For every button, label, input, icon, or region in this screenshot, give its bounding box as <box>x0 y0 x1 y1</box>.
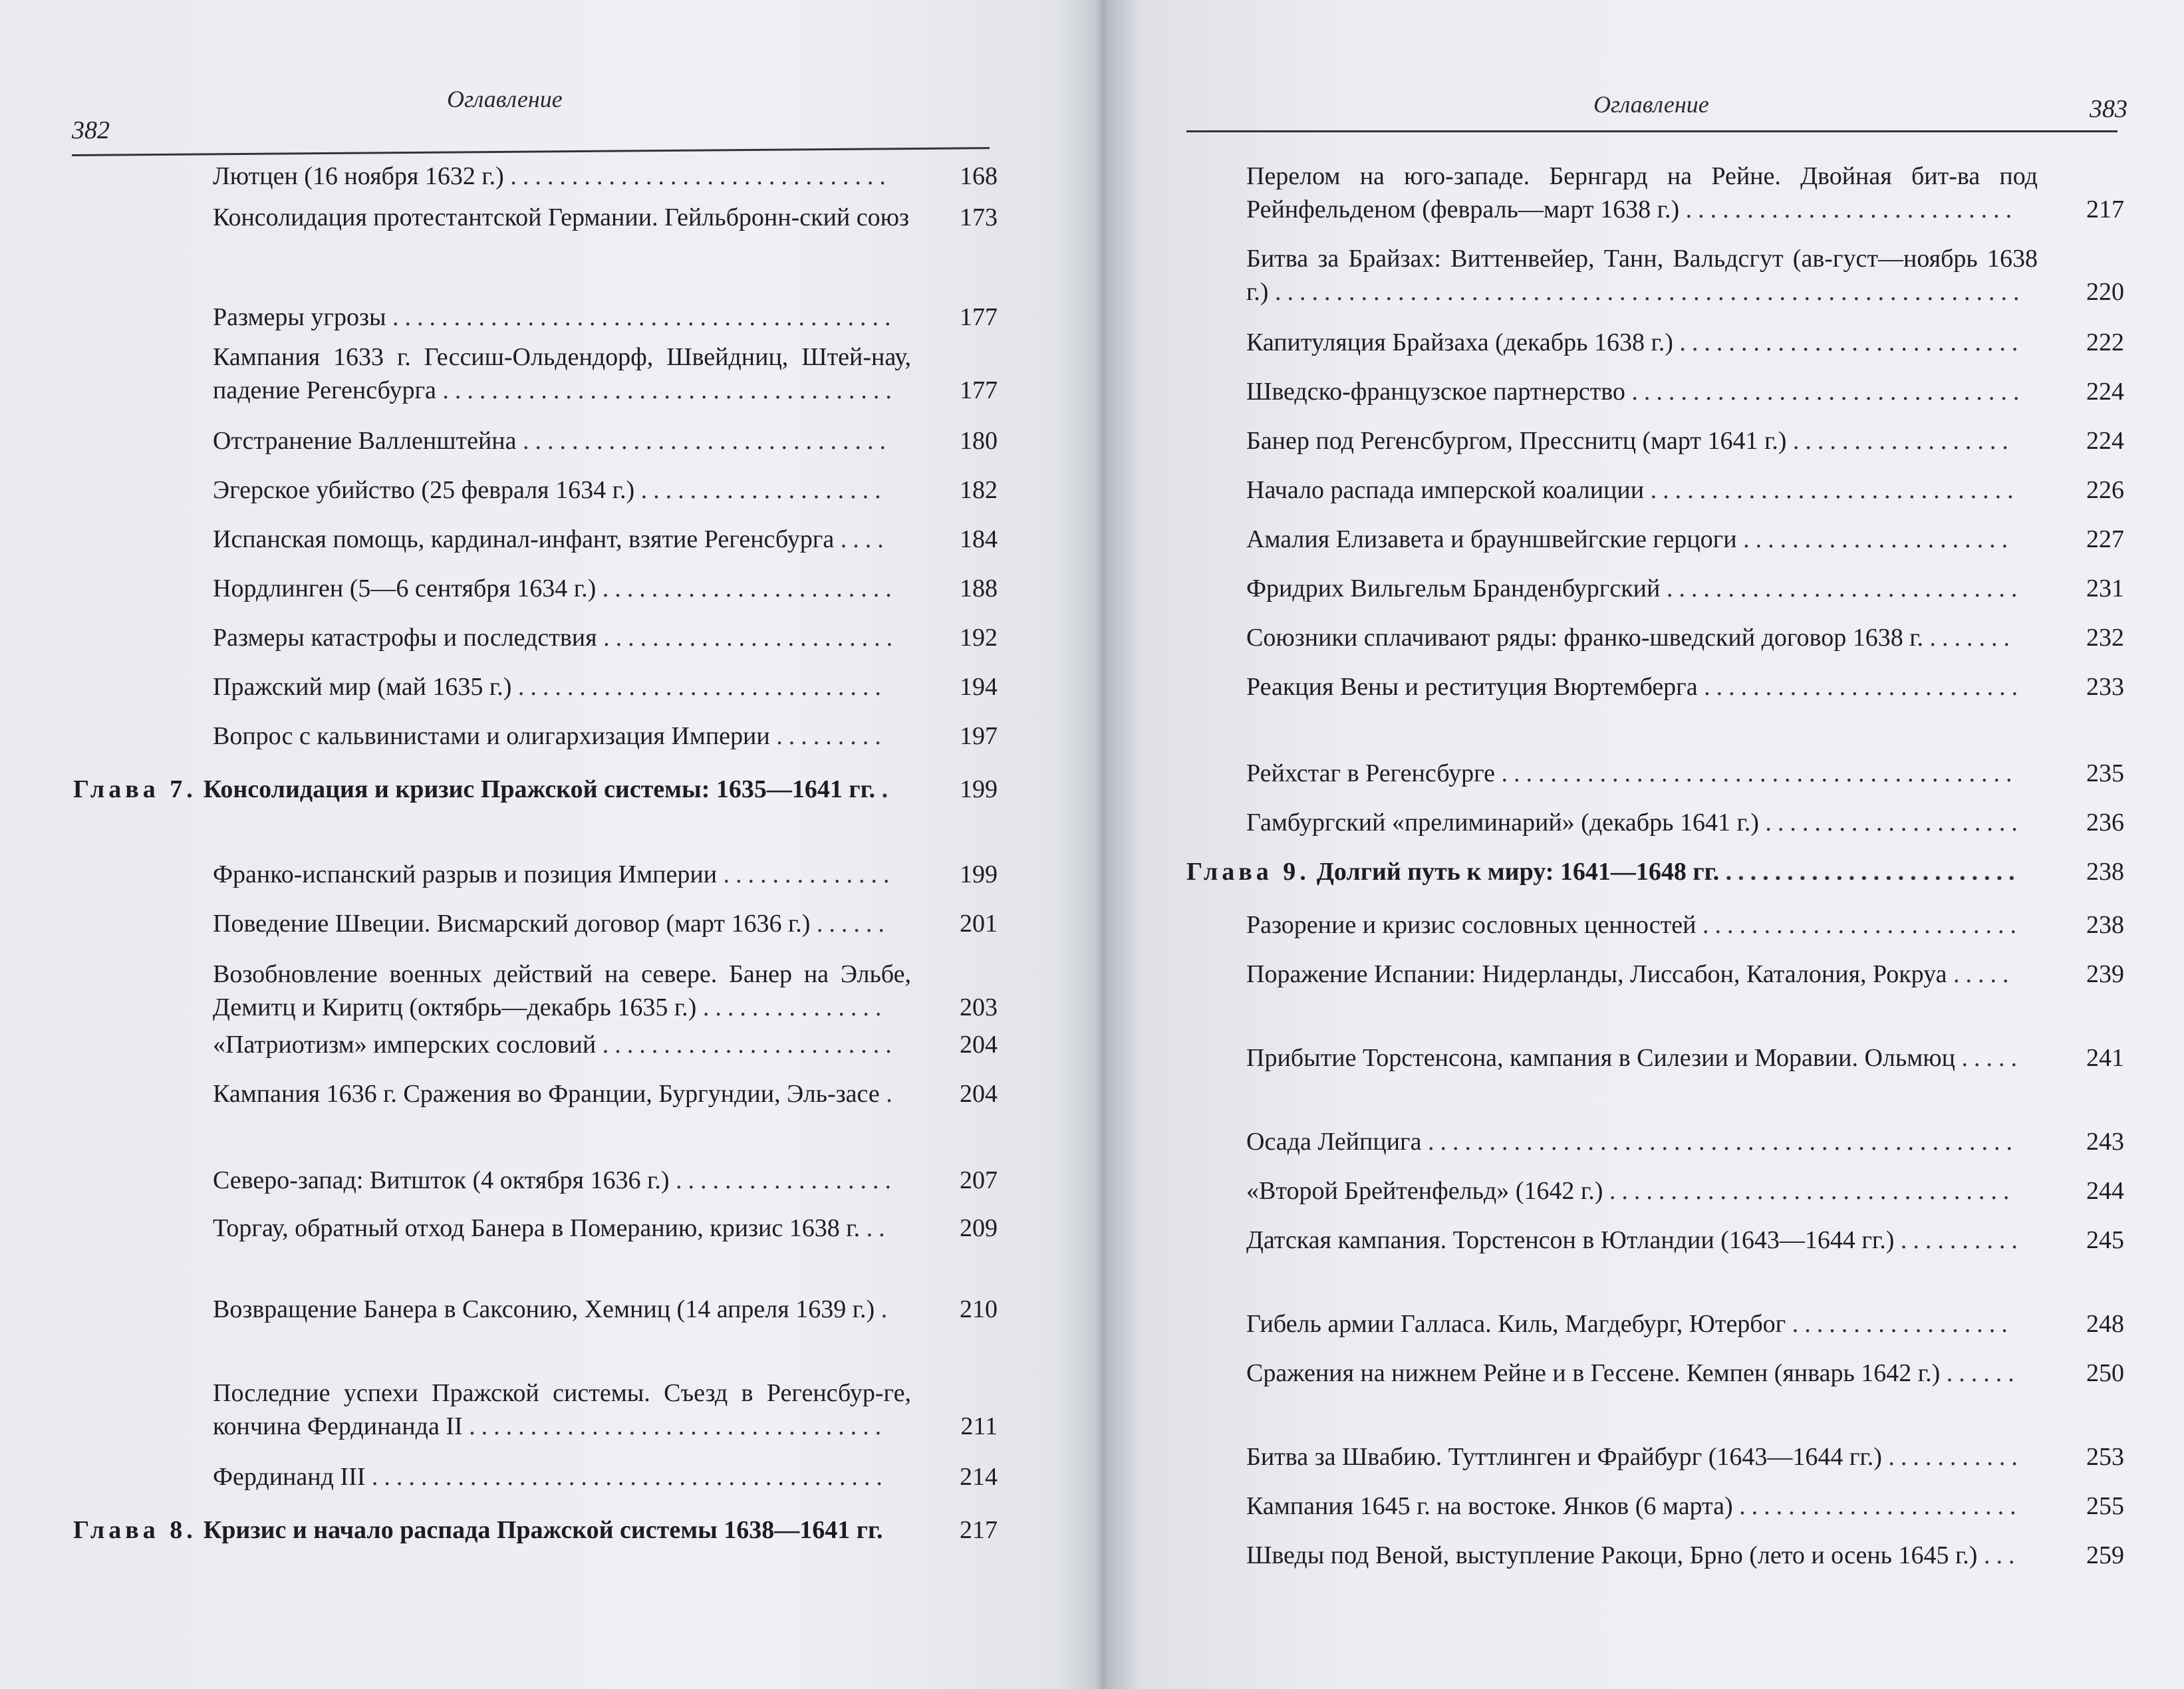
toc-entry <box>1246 1125 2124 1158</box>
toc-entry-title: Фридрих Вильгельм Бранденбургский <box>1246 575 1661 602</box>
toc-entry <box>213 1077 998 1110</box>
toc-page-number: 236 <box>2086 809 2124 837</box>
toc-page-number: 259 <box>2086 1541 2124 1569</box>
toc-entry-title: Шведы под Веной, выступление Ракоци, Брно (лето и осень 1645 г.) <box>1246 1541 1978 1569</box>
leader-dots: ............................... <box>510 162 892 190</box>
toc-page-number: 209 <box>960 1214 998 1242</box>
toc-entry-text-wrap <box>1246 242 2124 309</box>
leader-dots: ........................ <box>1725 858 2021 886</box>
toc-entry-title: Кризис и начало распада Пражской системы 1638—1641 гг. <box>203 1516 883 1544</box>
toc-entry-text-wrap <box>1246 806 2124 839</box>
toc-entry-text-wrap <box>1246 1440 2124 1474</box>
toc-entry-text-wrap <box>1246 670 2124 704</box>
toc-entry-text-wrap <box>1246 326 2124 359</box>
toc-entry <box>213 1164 998 1197</box>
toc-page-number: 184 <box>960 525 998 553</box>
toc-entry-title: Кампания 1636 г. Сражения во Франции, Бургундии, Эль-засе <box>213 1080 880 1108</box>
toc-page-number: 173 <box>960 203 998 231</box>
toc-entry-text-wrap <box>1246 424 2124 457</box>
toc-page-number: 180 <box>960 427 998 455</box>
leader-dots: ................................................ <box>1428 1128 2019 1156</box>
toc-entry <box>213 473 998 507</box>
toc-entry-text-wrap <box>1246 160 2124 226</box>
toc-page-number: 255 <box>2086 1492 2124 1520</box>
toc-page-number: 248 <box>2086 1310 2124 1338</box>
toc-entry-title: Размеры угрозы <box>213 303 386 331</box>
toc-entry-text-wrap <box>73 773 998 806</box>
toc-entry-text-wrap <box>1246 572 2124 605</box>
toc-entry-title: Банер под Регенсбургом, Пресснитц (март 1641 г.) <box>1246 427 1787 455</box>
toc-entry-text-wrap <box>213 424 998 457</box>
leader-dots: .................. <box>675 1166 897 1194</box>
toc-entry-title: Поведение Швеции. Висмарский договор (март 1636 г.) <box>213 910 811 938</box>
leader-dots: ..... <box>1961 1044 2023 1072</box>
toc-chapter-heading <box>1186 855 2124 888</box>
toc-page-number: 238 <box>2086 858 2124 886</box>
leader-dots: .............. <box>723 860 896 888</box>
toc-page-number: 232 <box>2086 624 2124 652</box>
toc-entry-title: Отстранение Валленштейна <box>213 427 517 455</box>
toc-page-number: 210 <box>960 1295 998 1323</box>
leader-dots: ......... <box>776 722 887 750</box>
toc-page-number: 243 <box>2086 1128 2124 1156</box>
leader-dots: ................................. <box>1609 1177 2016 1205</box>
toc-page-number: 224 <box>2086 427 2124 455</box>
toc-page-number: 192 <box>960 624 998 652</box>
toc-entry <box>213 1212 998 1245</box>
toc-page-number: 220 <box>2086 278 2124 306</box>
toc-page-number: 214 <box>960 1463 998 1491</box>
toc-page-number: 177 <box>960 376 998 404</box>
toc-entry-title: Кампания 1645 г. на востоке. Янков (6 марта) <box>1246 1492 1733 1520</box>
toc-entry <box>1246 242 2124 309</box>
chapter-label: Глава 9. <box>1186 858 1310 886</box>
toc-page-number: 226 <box>2086 476 2124 504</box>
leader-dots: .................... <box>640 476 887 504</box>
toc-entry <box>213 858 998 891</box>
toc-entry-text-wrap <box>213 160 998 193</box>
toc-entry <box>213 424 998 457</box>
toc-entry-text-wrap <box>1246 1174 2124 1208</box>
toc-entry <box>213 958 998 1024</box>
toc-entry <box>1246 1440 2124 1474</box>
toc-entry-text-wrap <box>1246 1224 2124 1257</box>
toc-entry-title: Сражения на нижнем Рейне и в Гессене. Кемпен (январь 1642 г.) <box>1246 1359 1941 1387</box>
toc-entry-text-wrap <box>1246 958 2124 991</box>
toc-entry-title: Гамбургский «прелиминарий» (декабрь 1641 г.) <box>1246 809 1759 837</box>
toc-entry-text-wrap <box>213 301 998 334</box>
toc-entry <box>213 907 998 940</box>
leader-dots: ........................ <box>603 624 899 652</box>
toc-entry <box>213 719 998 753</box>
toc-page-number: 227 <box>2086 525 2124 553</box>
toc-entry-title: Рейхстаг в Регенсбурге <box>1246 759 1496 787</box>
leader-dots: ........................... <box>1685 195 2018 223</box>
toc-entry <box>213 1460 998 1494</box>
toc-entry-title: Битва за Брайзах: Виттенвейер, Танн, Вальдсгут (ав-густ—ноябрь 1638 г.) <box>1246 245 2038 306</box>
toc-entry-text-wrap <box>1246 1125 2124 1158</box>
toc-entry-title: Испанская помощь, кардинал-инфант, взятие Регенсбурга <box>213 525 835 553</box>
toc-entry-text-wrap <box>1246 1307 2124 1341</box>
toc-entry-title: Возобновление военных действий на севере. Банер на Эльбе, Демитц и Киритц (октябрь—декабрь 1635 г.) <box>213 960 911 1021</box>
toc-page-number: 197 <box>960 722 998 750</box>
toc-entry <box>1246 375 2124 408</box>
toc-page-number: 204 <box>960 1080 998 1108</box>
toc-chapter-heading <box>73 1513 998 1547</box>
leader-dots: .......................................... <box>371 1463 888 1491</box>
toc-entry <box>1246 523 2124 556</box>
toc-entry <box>213 1376 998 1443</box>
toc-entry-title: Прибытие Торстенсона, кампания в Силезии и Моравии. Ольмюц <box>1246 1044 1955 1072</box>
toc-entry <box>1246 424 2124 457</box>
toc-page-number: 217 <box>2086 195 2124 223</box>
toc-entry <box>213 160 998 193</box>
leader-dots: ............................. <box>1666 575 2024 602</box>
toc-page-number: 239 <box>2086 960 2124 988</box>
leader-dots: ...... <box>816 910 890 938</box>
toc-entry-text-wrap <box>213 1460 998 1494</box>
toc-page-number: 217 <box>960 1516 998 1544</box>
toc-entry-title: «Второй Брейтенфельд» (1642 г.) <box>1246 1177 1603 1205</box>
toc-list <box>1186 148 2124 1650</box>
toc-entry <box>1246 670 2124 704</box>
leader-dots: . <box>881 1295 894 1323</box>
leader-dots: ........................ <box>602 575 898 602</box>
leader-dots: .............................. <box>523 427 892 455</box>
leader-dots: ..... <box>1953 960 2015 988</box>
toc-entry-title: Пражский мир (май 1635 г.) <box>213 673 512 701</box>
leader-dots: ........... <box>1888 1443 2024 1471</box>
toc-entry-text-wrap <box>1246 1539 2124 1572</box>
toc-entry-title: Лютцен (16 ноября 1632 г.) <box>213 162 504 190</box>
toc-page-number: 194 <box>960 673 998 701</box>
toc-entry-title: Гибель армии Галласа. Киль, Магдебург, Ютербог <box>1246 1310 1786 1338</box>
toc-page-number: 188 <box>960 575 998 602</box>
running-title: Оглавление <box>447 86 563 112</box>
leader-dots: ................................ <box>1631 378 2026 406</box>
toc-page-number: 224 <box>2086 378 2124 406</box>
toc-page-number: 231 <box>2086 575 2124 602</box>
toc-entry <box>1246 806 2124 839</box>
leader-dots: ....... <box>1929 624 2016 652</box>
toc-entry-text-wrap <box>1246 1490 2124 1523</box>
toc-entry-text-wrap <box>213 201 998 234</box>
toc-entry <box>213 572 998 605</box>
leader-dots: .. <box>866 1214 891 1242</box>
toc-page-number: 177 <box>960 303 998 331</box>
toc-page-number: 182 <box>960 476 998 504</box>
page-number: 383 <box>2090 95 2127 123</box>
toc-entry <box>213 340 998 407</box>
toc-entry-text-wrap <box>213 1212 998 1245</box>
leader-dots: .................................. <box>469 1412 888 1440</box>
leader-dots: .................. <box>1792 1310 2014 1338</box>
toc-entry-title: Размеры катастрофы и последствия <box>213 624 597 652</box>
toc-entry-title: Торгау, обратный отход Банера в Померанию, кризис 1638 г. <box>213 1214 861 1242</box>
toc-entry-title: Франко-испанский разрыв и позиция Империи <box>213 860 718 888</box>
toc-entry <box>213 1028 998 1061</box>
toc-entry-text-wrap <box>1186 855 2124 888</box>
toc-page-number: 238 <box>2086 911 2124 939</box>
toc-entry-title: Датская кампания. Торстенсон в Ютландии (1643—1644 гг.) <box>1246 1226 1895 1254</box>
toc-entry-title: Осада Лейпцига <box>1246 1128 1422 1156</box>
toc-page-number: 168 <box>960 162 998 190</box>
toc-entry <box>1246 1307 2124 1341</box>
leader-dots: ...... <box>1946 1359 2020 1387</box>
leader-dots: ............... <box>702 993 888 1021</box>
toc-page-number: 204 <box>960 1031 998 1059</box>
toc-entry-text-wrap <box>73 1513 998 1547</box>
toc-chapter-heading <box>73 773 998 806</box>
toc-entry-title: Возвращение Банера в Саксонию, Хемниц (14 апреля 1639 г.) <box>213 1295 875 1323</box>
toc-list <box>73 153 998 1656</box>
toc-entry-text-wrap <box>213 340 998 407</box>
toc-entry-text-wrap <box>213 670 998 704</box>
toc-entry-title: Северо-запад: Витшток (4 октября 1636 г.) <box>213 1166 670 1194</box>
toc-page-number: 199 <box>960 860 998 888</box>
toc-entry <box>1246 757 2124 790</box>
toc-entry-title: Консолидация и кризис Пражской системы: 1635—1641 гг. <box>203 775 876 803</box>
leader-dots: .............................. <box>517 673 887 701</box>
toc-entry-title: Долгий путь к миру: 1641—1648 гг. <box>1316 858 1720 886</box>
leader-dots: ..................... <box>1765 809 2024 837</box>
toc-entry-title: Вопрос с кальвинистами и олигархизация Империи <box>213 722 770 750</box>
leader-dots: . <box>881 775 894 803</box>
toc-entry-title: «Патриотизм» имперских сословий <box>213 1031 597 1059</box>
toc-entry <box>1246 473 2124 507</box>
leader-dots: ......................................... <box>392 303 897 331</box>
leader-dots: ... <box>1983 1541 2021 1569</box>
leader-dots: .... <box>840 525 890 553</box>
leader-dots: ............................................................. <box>1274 278 2026 306</box>
right-page <box>1109 0 2184 1689</box>
toc-entry-title: Разорение и кризис сословных ценностей <box>1246 911 1697 939</box>
toc-entry-text-wrap <box>213 719 998 753</box>
toc-entry-text-wrap <box>1246 473 2124 507</box>
toc-entry-text-wrap <box>213 1077 998 1110</box>
toc-entry-title: Поражение Испании: Нидерланды, Лиссабон, Каталония, Рокруа <box>1246 960 1947 988</box>
leader-dots: .............................. <box>1650 476 2020 504</box>
toc-page-number: 253 <box>2086 1443 2124 1471</box>
toc-entry <box>213 621 998 654</box>
toc-page-number: 250 <box>2086 1359 2124 1387</box>
toc-entry-title: Эгерское убийство (25 февраля 1634 г.) <box>213 476 635 504</box>
toc-entry <box>1246 1490 2124 1523</box>
toc-entry-title: Кампания 1633 г. Гессиш-Ольдендорф, Швейдниц, Штей-нау, падение Регенсбурга <box>213 343 911 404</box>
leader-dots: ....................... <box>1739 1492 2022 1520</box>
leader-dots: ............................ <box>1679 328 2024 356</box>
toc-page-number: 201 <box>960 910 998 938</box>
toc-entry <box>1246 958 2124 991</box>
leader-dots: . <box>886 1080 898 1108</box>
page-number: 382 <box>72 116 110 144</box>
leader-dots: .......... <box>1900 1226 2024 1254</box>
toc-entry <box>1246 572 2124 605</box>
leader-dots: ..................................... <box>442 376 898 404</box>
toc-entry-text-wrap <box>213 1164 998 1197</box>
toc-page-number: 222 <box>2086 328 2124 356</box>
toc-entry-text-wrap <box>213 1293 998 1326</box>
toc-entry <box>213 670 998 704</box>
toc-page-number: 245 <box>2086 1226 2124 1254</box>
toc-page-number: 233 <box>2086 673 2124 701</box>
toc-entry-text-wrap <box>1246 375 2124 408</box>
toc-entry-title: Последние успехи Пражской системы. Съезд в Регенсбур-ге, кончина Фердинанда II <box>213 1379 911 1440</box>
toc-entry-title: Капитуляция Брайзаха (декабрь 1638 г.) <box>1246 328 1673 356</box>
toc-entry-text-wrap <box>213 858 998 891</box>
toc-entry-text-wrap <box>213 523 998 556</box>
toc-page-number: 199 <box>960 775 998 803</box>
toc-entry-text-wrap <box>213 473 998 507</box>
toc-entry-text-wrap <box>213 572 998 605</box>
toc-entry <box>1246 1174 2124 1208</box>
toc-entry-text-wrap <box>1246 757 2124 790</box>
toc-entry-title: Реакция Вены и реституция Вюртемберга <box>1246 673 1698 701</box>
toc-entry-text-wrap <box>1246 1041 2124 1075</box>
toc-entry-text-wrap <box>1246 1357 2124 1390</box>
toc-entry-title: Фердинанд III <box>213 1463 366 1491</box>
leader-dots: .......................... <box>1704 673 2024 701</box>
toc-entry <box>213 201 998 234</box>
toc-entry <box>1246 1224 2124 1257</box>
leader-dots: .......................... <box>1703 911 2022 939</box>
toc-entry-title: Союзники сплачивают ряды: франко-шведский договор 1638 г. <box>1246 624 1924 652</box>
chapter-label: Глава 8. <box>73 1516 197 1544</box>
book-gutter <box>1096 0 1111 1689</box>
running-title: Оглавление <box>1593 91 1709 118</box>
toc-entry-title: Нордлинген (5—6 сентября 1634 г.) <box>213 575 597 602</box>
toc-page-number: 244 <box>2086 1177 2124 1205</box>
toc-entry-title: Начало распада имперской коалиции <box>1246 476 1645 504</box>
toc-entry-text-wrap <box>213 1376 998 1443</box>
toc-entry-title: Амалия Елизавета и брауншвейгские герцоги <box>1246 525 1737 553</box>
toc-page-number: 235 <box>2086 759 2124 787</box>
toc-entry-title: Битва за Швабию. Туттлинген и Фрайбург (1643—1644 гг.) <box>1246 1443 1882 1471</box>
toc-entry-title: Консолидация протестантской Германии. Гейльбронн-ский союз <box>213 203 910 231</box>
toc-entry <box>1246 1539 2124 1572</box>
toc-entry-title: Перелом на юго-западе. Бернгард на Рейне. Двойная бит-ва под Рейнфельденом (февраль—март 1638 г.) <box>1246 162 2038 223</box>
toc-entry-text-wrap <box>1246 523 2124 556</box>
toc-entry-text-wrap <box>213 621 998 654</box>
toc-entry-text-wrap <box>213 1028 998 1061</box>
toc-entry <box>1246 160 2124 226</box>
toc-entry <box>1246 1357 2124 1390</box>
toc-page-number: 241 <box>2086 1044 2124 1072</box>
toc-entry-title: Шведско-французское партнерство <box>1246 378 1625 406</box>
toc-page-number: 211 <box>960 1412 998 1440</box>
toc-entry-text-wrap <box>213 958 998 1024</box>
toc-entry <box>213 301 998 334</box>
toc-page-number: 203 <box>960 993 998 1021</box>
toc-entry-text-wrap <box>1246 908 2124 942</box>
leader-dots: .......................................... <box>1501 759 2018 787</box>
chapter-label: Глава 7. <box>73 775 197 803</box>
toc-entry <box>1246 1041 2124 1075</box>
toc-entry <box>1246 908 2124 942</box>
header-rule <box>1186 130 2117 132</box>
leader-dots: ...................... <box>1743 525 2014 553</box>
leader-dots: ........................ <box>602 1031 898 1059</box>
toc-entry <box>213 523 998 556</box>
toc-entry-text-wrap <box>1246 621 2124 654</box>
toc-entry-text-wrap <box>213 907 998 940</box>
leader-dots: .................. <box>1792 427 2014 455</box>
toc-entry <box>1246 326 2124 359</box>
toc-page-number: 207 <box>960 1166 998 1194</box>
toc-entry <box>1246 621 2124 654</box>
toc-entry <box>213 1293 998 1326</box>
